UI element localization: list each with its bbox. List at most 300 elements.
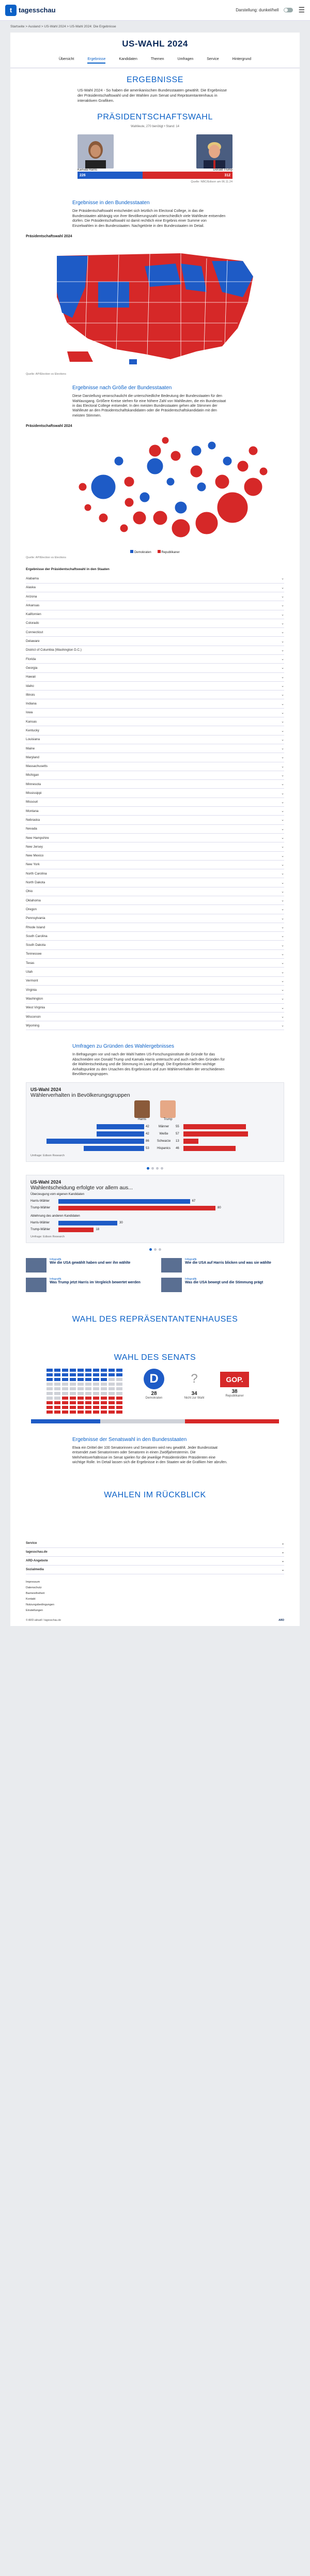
- tab-background[interactable]: Hintergrund: [232, 57, 252, 61]
- state-name: North Dakota: [26, 881, 45, 885]
- senate-seat: [70, 1410, 76, 1414]
- widget2-group2: Ablehnung des anderen Kandidaten: [30, 1214, 80, 1218]
- senate-seat: [47, 1373, 53, 1376]
- state-name: West Virginia: [26, 1006, 45, 1010]
- state-accordion-row[interactable]: [26, 1021, 284, 1030]
- state-bubble[interactable]: [91, 474, 116, 499]
- results-intro: US-Wahl 2024 - So haben die amerikanischen Bundesstaaten gewählt. Die Ergebnisse der Präsidentschaftswahl und der Wahlen zum Senat und Repräsentantenhaus in interaktiven Grafiken.: [78, 88, 227, 103]
- state-accordion-row[interactable]: [26, 699, 284, 708]
- chevron-down-icon: ⌄: [281, 666, 284, 670]
- state-name: Colorado: [26, 621, 39, 625]
- dem-share-bar: [97, 1124, 144, 1129]
- logo-mark: t: [5, 5, 17, 16]
- state-name: South Dakota: [26, 943, 46, 947]
- state-accordion-row[interactable]: [26, 717, 284, 726]
- senate-seat: [78, 1410, 84, 1414]
- senate-seat: [54, 1392, 60, 1395]
- senate-seat: [62, 1392, 68, 1395]
- senate-seat: [109, 1397, 115, 1400]
- senate-seat: [47, 1387, 53, 1390]
- chevron-down-icon: ⌄: [281, 952, 284, 956]
- legend-dem: Demokraten: [130, 550, 151, 554]
- breadcrumb[interactable]: Startseite > Ausland > US-Wahl 2024 > US-Wahl 2024: Die Ergebnisse: [0, 21, 310, 33]
- state-name: New Mexico: [26, 854, 44, 858]
- state-name: Georgia: [26, 666, 38, 670]
- senate-seat: [93, 1397, 99, 1400]
- state-name: Texas: [26, 961, 35, 965]
- state-bubble[interactable]: [149, 444, 161, 457]
- motivation-row: Harris-Wähler 67: [30, 1200, 196, 1203]
- state-bubble[interactable]: [195, 512, 218, 534]
- state-accordion-row[interactable]: [26, 735, 284, 744]
- rep-share-bar: [183, 1146, 236, 1151]
- state-accordion-row[interactable]: [26, 592, 284, 601]
- senate-title: WAHL DES SENATS: [114, 1353, 196, 1362]
- senate-seat: [101, 1378, 107, 1381]
- state-bubble[interactable]: [249, 446, 258, 455]
- state-accordion-row[interactable]: [26, 852, 284, 861]
- senate-seat: [116, 1392, 122, 1395]
- teaser-item[interactable]: Infografik Wie die USA auf Harris blicken und was sie wählte: [161, 1258, 284, 1272]
- rep-share-bar: [183, 1124, 246, 1129]
- widget2-title: US-Wahl 2024: [30, 1179, 61, 1185]
- state-accordion-row[interactable]: [26, 986, 284, 994]
- footer-link[interactable]: Barrierefreiheit: [26, 1592, 45, 1596]
- state-accordion-row[interactable]: [26, 977, 284, 986]
- state-accordion-row[interactable]: [26, 932, 284, 941]
- senate-seat: [93, 1378, 99, 1381]
- state-accordion-row[interactable]: [26, 753, 284, 762]
- state-accordion-row[interactable]: [26, 825, 284, 834]
- states-accordion: [26, 574, 284, 1030]
- bubble-source: Quelle: AP/Election vs Elections: [26, 556, 66, 560]
- state-accordion-row[interactable]: [26, 950, 284, 959]
- footer-link[interactable]: Impressum: [26, 1581, 40, 1584]
- senate-seat: [101, 1387, 107, 1390]
- results-title: ERGEBNISSE: [126, 75, 184, 84]
- states-accordion-title: Ergebnisse der Präsidentschaftswahl in den Staaten: [26, 568, 110, 572]
- chevron-down-icon: ⌄: [281, 800, 284, 804]
- senate-seat: [70, 1387, 76, 1390]
- state-accordion-row[interactable]: [26, 789, 284, 798]
- state-name: Tennessee: [26, 952, 42, 956]
- senate-seat: [93, 1383, 99, 1386]
- state-accordion-row[interactable]: [26, 959, 284, 968]
- tab-overview[interactable]: Übersicht: [58, 57, 74, 61]
- state-accordion-row[interactable]: [26, 914, 284, 923]
- state-name: Kalifornien: [26, 612, 41, 617]
- presidential-title: PRÄSIDENTSCHAFTSWAHL: [97, 113, 213, 122]
- senate-seat: [116, 1373, 122, 1376]
- carousel2-dots[interactable]: [10, 1248, 300, 1251]
- state-accordion-row[interactable]: [26, 726, 284, 735]
- tab-topics[interactable]: Themen: [150, 57, 164, 61]
- senate-seat: [85, 1378, 91, 1381]
- chevron-down-icon: ⌄: [281, 890, 284, 894]
- state-accordion-row[interactable]: [26, 744, 284, 753]
- state-accordion-row[interactable]: [26, 771, 284, 780]
- footer-item[interactable]: Sozialmedia ⌄: [26, 1566, 284, 1574]
- state-name: Massachusetts: [26, 764, 48, 769]
- state-accordion-row[interactable]: [26, 691, 284, 699]
- senate-seat: [78, 1392, 84, 1395]
- state-name: Florida: [26, 657, 36, 661]
- motivation-row: Harris-Wähler 30: [30, 1221, 123, 1225]
- senate-seat: [54, 1383, 60, 1386]
- state-bubble[interactable]: [166, 478, 175, 486]
- senate-seat: [93, 1410, 99, 1414]
- footer-link[interactable]: Datenschutz: [26, 1586, 42, 1590]
- voter-group-row: 42 Weiße 57: [30, 1130, 280, 1138]
- senate-seat: [85, 1373, 91, 1376]
- legend-rep: Republikaner: [158, 550, 180, 554]
- chevron-down-icon: ⌄: [281, 827, 284, 831]
- senate-seat: [109, 1373, 115, 1376]
- senate-seat: [78, 1369, 84, 1372]
- state-name: New York: [26, 863, 40, 867]
- state-accordion-row[interactable]: [26, 1013, 284, 1021]
- tab-polls[interactable]: Umfragen: [177, 57, 194, 61]
- state-accordion-row[interactable]: [26, 816, 284, 824]
- rep-share-bar: [183, 1131, 248, 1137]
- senate-seat: [54, 1401, 60, 1404]
- chevron-down-icon: ⌄: [281, 943, 284, 947]
- state-accordion-row[interactable]: [26, 861, 284, 869]
- state-accordion-row[interactable]: [26, 887, 284, 896]
- state-accordion-row[interactable]: [26, 664, 284, 672]
- state-accordion-row[interactable]: [26, 619, 284, 628]
- senate-seat: [85, 1387, 91, 1390]
- state-name: Maine: [26, 746, 35, 750]
- state-name: Wisconsin: [26, 1015, 41, 1019]
- state-accordion-row[interactable]: [26, 780, 284, 789]
- state-accordion-row[interactable]: [26, 574, 284, 583]
- state-name: District of Columbia (Washington D.C.): [26, 648, 82, 652]
- state-bubble[interactable]: [79, 483, 87, 491]
- state-name: Mississippi: [26, 791, 42, 795]
- chevron-down-icon: ⌄: [281, 756, 284, 760]
- state-accordion-row[interactable]: [26, 798, 284, 807]
- senate-seat: [78, 1406, 84, 1409]
- footer-item[interactable]: ARD-Angebote ⌄: [26, 1557, 284, 1566]
- senate-seat: [116, 1401, 122, 1404]
- state-bubble[interactable]: [124, 477, 134, 487]
- state-accordion-row[interactable]: [26, 646, 284, 655]
- teaser-grid: [26, 1258, 284, 1292]
- widget1-footer: Umfrage: Edison Research: [30, 1154, 65, 1157]
- senate-seat: [109, 1406, 115, 1409]
- senate-seat: [93, 1392, 99, 1395]
- tab-candidates[interactable]: Kandidaten: [119, 57, 137, 61]
- senate-rep: GOP. 38 Republikaner: [219, 1369, 250, 1398]
- state-name: Utah: [26, 970, 33, 974]
- senate-seat: [47, 1392, 53, 1395]
- state-accordion-row[interactable]: [26, 968, 284, 976]
- chevron-down-icon: ⌄: [281, 1015, 284, 1019]
- tab-service[interactable]: Service: [207, 57, 219, 61]
- widget1-rep-label: Trump: [163, 1117, 173, 1121]
- chevron-down-icon: ⌄: [281, 863, 284, 867]
- state-name: Alaska: [26, 586, 36, 590]
- footer-link[interactable]: Nutzungsbedingungen: [26, 1603, 55, 1607]
- state-bubble[interactable]: [190, 465, 203, 478]
- chevron-down-icon: ⌄: [281, 639, 284, 643]
- state-bubble[interactable]: [99, 513, 108, 523]
- chevron-down-icon: ⌄: [281, 979, 284, 983]
- senate-seat: [70, 1369, 76, 1372]
- chevron-down-icon: ⌄: [281, 916, 284, 921]
- state-name: Hawaii: [26, 675, 36, 679]
- map-text: Die Präsidentschaftswahl entscheidet sich letztlich im Electoral College, in das die Bundesstaaten abhängig von ihrer Bevölkerungszahl unterschiedlich viele Wahlleute entsenden dürfen. Die Präsidentschaftswahl ist damit rechtlich eine Ergebnis einer Summe von Einzelwahlen in den Bundesstaaten. Nachgetönte in den Bundesstaaten im Detail.: [72, 209, 226, 228]
- senate-seat: [54, 1369, 60, 1372]
- senate-seat: [62, 1369, 68, 1372]
- senate-seat: [47, 1401, 53, 1404]
- state-bubble[interactable]: [120, 524, 128, 532]
- gop-logo-icon: GOP.: [220, 1372, 249, 1387]
- chevron-down-icon: ⌄: [281, 702, 284, 706]
- state-bubble[interactable]: [175, 501, 187, 514]
- chevron-down-icon: ⌄: [281, 631, 284, 635]
- motivation-widget: [26, 1175, 284, 1243]
- chevron-down-icon: ⌄: [281, 899, 284, 903]
- us-results-map[interactable]: [26, 240, 284, 371]
- harris-name: Kamala Harris: [78, 168, 98, 172]
- state-accordion-row[interactable]: [26, 601, 284, 610]
- senate-seat: [78, 1401, 84, 1404]
- state-bubble[interactable]: [147, 458, 163, 474]
- senate-seat: [109, 1401, 115, 1404]
- state-accordion-row[interactable]: [26, 637, 284, 646]
- senate-seat: [85, 1383, 91, 1386]
- state-accordion-row[interactable]: [26, 994, 284, 1003]
- dem-share-bar: [97, 1131, 144, 1137]
- state-name: Oregon: [26, 907, 37, 911]
- senate-seat: [101, 1392, 107, 1395]
- page-title: US-WAHL 2024: [122, 39, 188, 49]
- state-bubble[interactable]: [153, 511, 167, 525]
- state-accordion-row[interactable]: [26, 896, 284, 905]
- surveys-heading: Umfragen zu Gründen des Wahlergebnisses: [72, 1044, 174, 1050]
- senate-seat: [109, 1392, 115, 1395]
- chevron-down-icon: ⌄: [281, 711, 284, 715]
- chevron-down-icon: ⌄: [281, 809, 284, 814]
- senate-seat: [85, 1397, 91, 1400]
- senate-seat: [47, 1397, 53, 1400]
- state-name: Louisiana: [26, 738, 40, 742]
- tab-results[interactable]: Ergebnisse: [87, 57, 105, 64]
- mode-label: Darstellung: dunkel/hell: [236, 8, 279, 12]
- democrat-logo-icon: D: [144, 1369, 164, 1389]
- presidential-note: Quelle: NBC/Edison am 06.11.24: [191, 180, 233, 184]
- state-accordion-row[interactable]: [26, 762, 284, 771]
- brand-name: tagesschau: [19, 6, 56, 14]
- senate-seat: [116, 1387, 122, 1390]
- review-title: WAHLEN IM RÜCKBLICK: [104, 1491, 206, 1500]
- state-bubble[interactable]: [172, 519, 190, 538]
- state-name: Indiana: [26, 702, 37, 706]
- senate-seat: [54, 1387, 60, 1390]
- state-accordion-row[interactable]: [26, 682, 284, 691]
- chevron-down-icon: ⌄: [281, 648, 284, 652]
- senate-seat: [85, 1401, 91, 1404]
- state-name: South Carolina: [26, 934, 48, 938]
- footer-link[interactable]: Einstellungen: [26, 1609, 43, 1613]
- footer-link[interactable]: Kontakt: [26, 1598, 36, 1601]
- voter-group-row: 42 Männer 55: [30, 1123, 280, 1130]
- senate-seat: [47, 1406, 53, 1409]
- state-accordion-row[interactable]: [26, 941, 284, 949]
- chevron-down-icon: ⌄: [281, 577, 284, 581]
- top-bar: [0, 0, 310, 21]
- state-accordion-row[interactable]: [26, 834, 284, 842]
- senate-seat: [70, 1397, 76, 1400]
- senate-seat: [109, 1383, 115, 1386]
- widget2-footer: Umfrage: Edison Research: [30, 1235, 65, 1238]
- chevron-down-icon: ⌄: [281, 675, 284, 679]
- voter-group-row: 86 Schwarze 13: [30, 1138, 280, 1145]
- house-title: WAHL DES REPRÄSENTANTENHAUSES: [72, 1314, 238, 1324]
- state-accordion-row[interactable]: [26, 905, 284, 914]
- state-bubble[interactable]: [237, 461, 249, 472]
- footer-nav: [26, 1539, 284, 1574]
- state-accordion-row[interactable]: [26, 807, 284, 816]
- state-accordion-row[interactable]: [26, 610, 284, 619]
- motivation-row: Trump-Wähler 80: [30, 1206, 221, 1210]
- motivation-bar: [58, 1199, 190, 1204]
- state-name: Pennsylvania: [26, 916, 45, 921]
- state-bubble[interactable]: [223, 456, 232, 466]
- senate-seat: [101, 1373, 107, 1376]
- senate-seat: [54, 1397, 60, 1400]
- senate-seat: [54, 1373, 60, 1376]
- chevron-down-icon: ⌄: [281, 854, 284, 858]
- senate-seat: [62, 1387, 68, 1390]
- state-name: Nebraska: [26, 818, 40, 822]
- state-bubble[interactable]: [244, 478, 262, 496]
- dem-electoral-votes: 226: [78, 172, 143, 179]
- chevron-down-icon: ⌄: [281, 836, 284, 840]
- senate-text: Etwa ein Drittel der 100 Senatorinnen und Senatoren wird neu gewählt. Jeder Bundesstaat entsendet zwei Senatorinnen oder Senatoren in einen Zwölfjahrestermin. Die Mehrheitsverhältnisse im Senat spielen für die jeweilige Präsidentin/den Präsidenten eine wichtige Rolle. Im Detail lassen sich die Ergebnisse in den Staaten wie die Grafiken hier abrufen.: [72, 1446, 227, 1464]
- chevron-down-icon: ⌄: [281, 988, 284, 992]
- tagesschau-logo[interactable]: [5, 5, 56, 16]
- state-accordion-row[interactable]: [26, 628, 284, 637]
- chevron-down-icon: ⌄: [281, 657, 284, 662]
- state-accordion-row[interactable]: [26, 878, 284, 887]
- chevron-down-icon: ⌄: [281, 997, 284, 1001]
- chevron-down-icon: ⌄: [281, 693, 284, 697]
- chevron-down-icon: ⌄: [281, 747, 284, 751]
- state-accordion-row[interactable]: [26, 655, 284, 664]
- state-bubble-chart[interactable]: [26, 430, 284, 550]
- state-accordion-row[interactable]: [26, 1004, 284, 1013]
- state-name: Nevada: [26, 827, 37, 831]
- state-name: Montana: [26, 809, 39, 813]
- senate-seat: [54, 1410, 60, 1414]
- state-accordion-row[interactable]: [26, 584, 284, 592]
- senate-seat: [109, 1387, 115, 1390]
- state-bubble[interactable]: [114, 456, 123, 466]
- chevron-down-icon: ⌄: [281, 926, 284, 930]
- senate-seat: [109, 1378, 115, 1381]
- footer-links: [26, 1580, 284, 1614]
- state-accordion-row[interactable]: [26, 673, 284, 682]
- state-bubble[interactable]: [197, 482, 206, 492]
- presidential-subtitle: Wahlleute, 270 benötigt • Stand: 14: [131, 125, 179, 129]
- carousel1-dots[interactable]: [10, 1167, 300, 1170]
- hamburger-menu-icon[interactable]: ☰: [298, 6, 305, 14]
- senate-seat: [78, 1378, 84, 1381]
- chevron-down-icon: ⌄: [281, 791, 284, 795]
- bubble-heading: Ergebnisse nach Größe der Bundesstaaten: [72, 385, 172, 391]
- senate-seat: [47, 1410, 53, 1414]
- state-name: Alabama: [26, 576, 39, 580]
- senate-seat: [116, 1410, 122, 1414]
- state-name: Arizona: [26, 594, 37, 599]
- state-bubble[interactable]: [208, 441, 216, 450]
- senate-seat: [62, 1383, 68, 1386]
- senate-seat: [85, 1392, 91, 1395]
- main-content: [10, 33, 300, 1626]
- senate-seat: [109, 1369, 115, 1372]
- senate-dem: D 28 Demokraten: [138, 1369, 169, 1400]
- state-accordion-row[interactable]: [26, 842, 284, 851]
- state-bubble[interactable]: [215, 474, 229, 489]
- state-name: Delaware: [26, 639, 40, 643]
- state-accordion-row[interactable]: [26, 923, 284, 932]
- teaser-item[interactable]: Infografik Was Trump jetzt Harris im Vergleich bewertet werden: [26, 1278, 149, 1292]
- senate-seat: [62, 1378, 68, 1381]
- state-bubble[interactable]: [171, 451, 181, 461]
- state-bubble[interactable]: [162, 437, 169, 444]
- trump-name: Donald Trump: [213, 168, 233, 172]
- widget1-subtitle: Wählerverhalten in Bevölkerungsgruppen: [30, 1092, 130, 1098]
- widget2-group1: Überzeugung vom eigenen Kandidaten: [30, 1192, 85, 1196]
- chevron-down-icon: ⌄: [281, 818, 284, 822]
- chevron-down-icon: ⌄: [281, 872, 284, 876]
- state-name: Ohio: [26, 890, 33, 894]
- state-accordion-row[interactable]: [26, 709, 284, 717]
- senate-seat: [78, 1387, 84, 1390]
- footer-item[interactable]: Service ⌄: [26, 1539, 284, 1548]
- chevron-down-icon: ⌄: [281, 738, 284, 742]
- senate-seat: [93, 1406, 99, 1409]
- state-name: Kentucky: [26, 729, 39, 732]
- state-bubble[interactable]: [191, 446, 202, 456]
- senate-seat: [78, 1397, 84, 1400]
- ard-logo: ARD: [278, 1619, 284, 1622]
- dark-mode-toggle[interactable]: [284, 8, 293, 12]
- state-bubble[interactable]: [125, 498, 134, 507]
- state-name: Kansas: [26, 719, 37, 724]
- chevron-down-icon: ⌄: [281, 970, 284, 974]
- teaser-item[interactable]: Infografik Was die USA bewegt und die Stimmung prägt: [161, 1278, 284, 1292]
- state-bubble[interactable]: [217, 492, 248, 523]
- senate-seat: [101, 1397, 107, 1400]
- senate-seat: [78, 1383, 84, 1386]
- state-accordion-row[interactable]: [26, 869, 284, 878]
- senate-seat: [70, 1373, 76, 1376]
- state-bubble[interactable]: [140, 492, 150, 502]
- state-bubble[interactable]: [259, 467, 268, 476]
- teaser-item[interactable]: Infografik Wie die USA gewählt haben und wer ihn wählte: [26, 1258, 149, 1272]
- state-bubble[interactable]: [133, 511, 146, 525]
- state-name: Oklahoma: [26, 898, 41, 902]
- chevron-down-icon: ⌄: [281, 934, 284, 939]
- footer-item[interactable]: tagesschau.de ⌄: [26, 1548, 284, 1557]
- senate-seat: [101, 1410, 107, 1414]
- state-bubble[interactable]: [84, 504, 91, 511]
- senate-other: ? 34 Nicht zur Wahl: [179, 1369, 210, 1400]
